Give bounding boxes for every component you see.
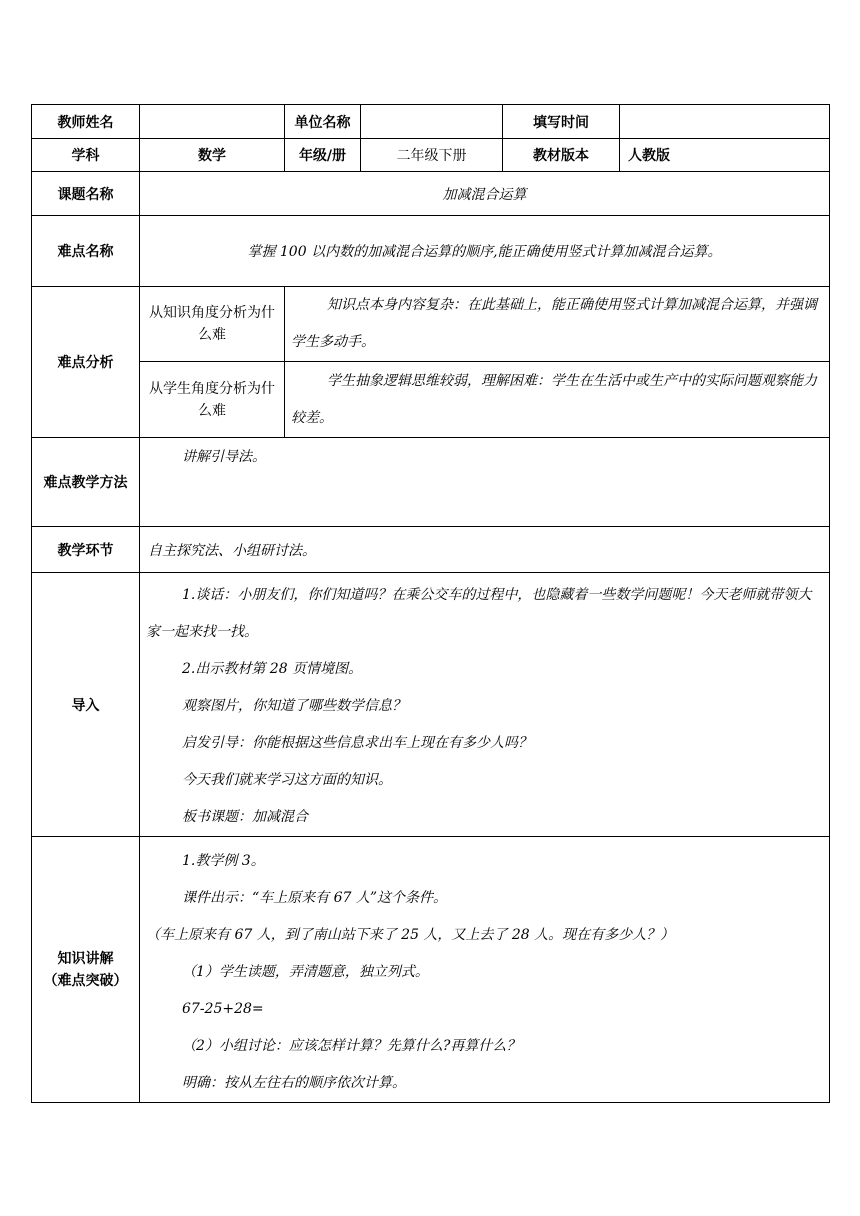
student-angle-value: 学生抽象逻辑思维较弱，理解困难：学生在生活中或生产中的实际问题观察能力较差。	[291, 372, 817, 426]
method-row	[32, 438, 830, 527]
subject-value: 数学	[140, 139, 285, 172]
analysis-row-student	[32, 362, 830, 438]
grade-label: 年级/册	[285, 139, 361, 172]
intro-line-6: 板书课题：加减混合	[182, 809, 308, 825]
knowledge-label-line-2: （难点突破）	[43, 972, 128, 989]
difficulty-label: 难点名称	[32, 216, 140, 287]
header-row-2	[32, 139, 830, 172]
topic-label: 课题名称	[32, 172, 140, 216]
knowledge-line-2: 课件出示：“车上原来有 67 人”这个条件。	[182, 890, 448, 906]
difficulty-row	[32, 216, 830, 287]
topic-row	[32, 172, 830, 216]
subject-label: 学科	[32, 139, 140, 172]
topic-value: 加减混合运算	[140, 172, 830, 216]
intro-line-1: 1.谈话：小朋友们，你们知道吗？在乘公交车的过程中，也隐藏着一些数学问题呢！今天老师就带领大家一起来找一找。	[146, 587, 812, 640]
intro-line-5: 今天我们就来学习这方面的知识。	[182, 772, 392, 788]
lesson-plan-table	[31, 104, 830, 1103]
fill-time-label: 填写时间	[503, 105, 620, 139]
knowledge-angle-value: 知识点本身内容复杂：在此基础上，能正确使用竖式计算加减混合运算，并强调学生多动手。	[291, 297, 817, 350]
student-angle-label: 从学生角度分析为什么难	[140, 362, 285, 438]
fill-time-value	[620, 105, 830, 139]
steps-row	[32, 527, 830, 573]
knowledge-angle-label: 从知识角度分析为什么难	[140, 287, 285, 362]
intro-row	[32, 573, 830, 837]
intro-line-2: 2.出示教材第 28 页情境图。	[182, 661, 363, 677]
method-value: 讲解引导法。	[182, 449, 266, 465]
header-row-1	[32, 105, 830, 139]
steps-value: 自主探究法、小组研讨法。	[140, 527, 830, 573]
knowledge-row	[32, 837, 830, 1103]
knowledge-line-1: 1.教学例 3。	[182, 853, 265, 869]
analysis-row-knowledge	[32, 287, 830, 362]
knowledge-line-4: （1）学生读题，弄清题意，独立列式。	[182, 964, 429, 980]
knowledge-line-7: 明确：按从左往右的顺序依次计算。	[182, 1075, 406, 1091]
analysis-label: 难点分析	[32, 287, 140, 438]
unit-name-label: 单位名称	[285, 105, 361, 139]
teacher-name-value	[140, 105, 285, 139]
textbook-label: 教材版本	[503, 139, 620, 172]
intro-line-3: 观察图片，你知道了哪些数学信息？	[182, 698, 406, 714]
intro-line-4: 启发引导：你能根据这些信息求出车上现在有多少人吗？	[182, 735, 532, 751]
unit-name-value	[361, 105, 503, 139]
knowledge-line-6: （2）小组讨论：应该怎样计算？先算什么?再算什么？	[182, 1038, 521, 1054]
teacher-name-label: 教师姓名	[32, 105, 140, 139]
method-label: 难点教学方法	[32, 438, 140, 527]
intro-label: 导入	[32, 573, 140, 837]
difficulty-value: 掌握 100 以内数的加减混合运算的顺序,能正确使用竖式计算加减混合运算。	[140, 216, 830, 287]
textbook-value: 人教版	[620, 139, 830, 172]
steps-label: 教学环节	[32, 527, 140, 573]
knowledge-line-5: 67-25+28=	[182, 1001, 264, 1017]
knowledge-line-3: （车上原来有 67 人，到了南山站下来了 25 人，又上去了 28 人。现在有多少人？）	[146, 927, 675, 943]
knowledge-label-line-1: 知识讲解	[57, 950, 114, 967]
grade-value: 二年级下册	[361, 139, 503, 172]
